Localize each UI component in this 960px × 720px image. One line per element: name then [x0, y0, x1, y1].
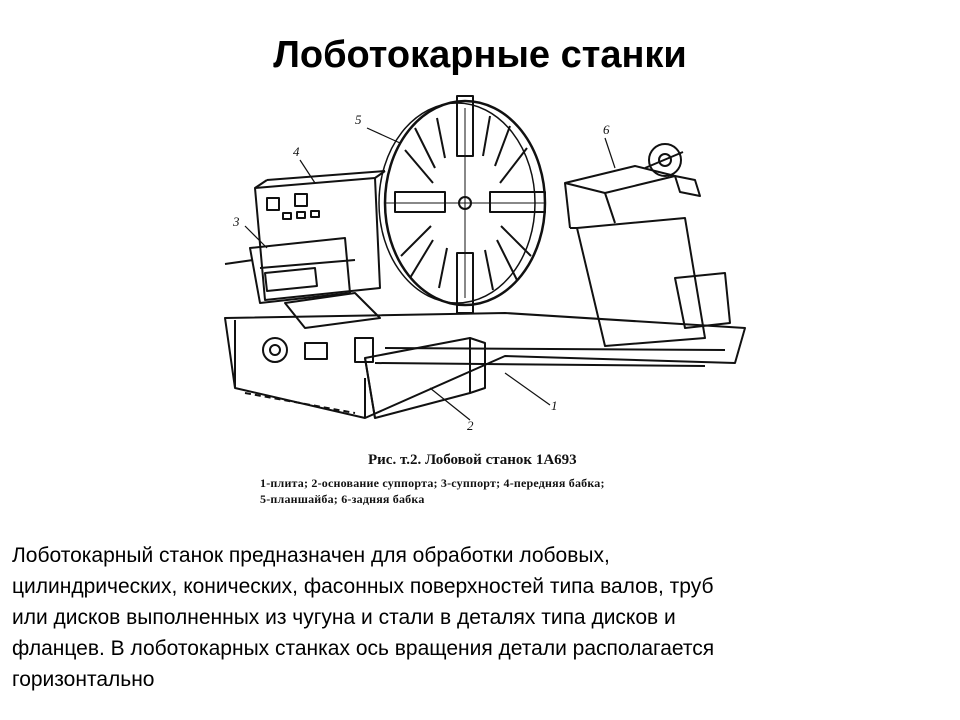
description-line: цилиндрических, конических, фасонных поверхностей типа валов, труб — [12, 575, 714, 598]
description-text — [12, 540, 942, 695]
description-line: горизонтально — [12, 668, 155, 691]
description-line: Лоботокарный станок предназначен для обработки лобовых, — [12, 544, 610, 567]
label-4: 4 — [293, 144, 300, 159]
support-base-drawing — [365, 338, 485, 418]
caption-line: 1-плита; 2-основание суппорта; 3-суппорт; 4-передняя бабка; — [260, 476, 605, 490]
tailstock-drawing — [565, 144, 730, 346]
machine-illustration — [205, 88, 765, 448]
caption-line: 5-планшайба; 6-задняя бабка — [260, 492, 425, 506]
label-3: 3 — [233, 214, 240, 229]
carriage-drawing — [225, 238, 380, 328]
caption-title: Рис. т.2. Лобовой станок 1А693 — [368, 452, 577, 468]
description-line: или дисков выполненных из чугуна и стали в деталях типа дисков и — [12, 606, 676, 629]
label-6: 6 — [603, 122, 610, 137]
slide-title: Лоботокарные станки — [273, 34, 687, 76]
figure-caption — [260, 452, 740, 507]
description-line: фланцев. В лоботокарных станках ось вращения детали располагается — [12, 637, 715, 660]
label-2: 2 — [467, 418, 474, 433]
headstock-drawing — [255, 171, 385, 300]
label-1: 1 — [551, 398, 558, 413]
label-5: 5 — [355, 112, 362, 127]
faceplate-drawing — [379, 96, 545, 313]
